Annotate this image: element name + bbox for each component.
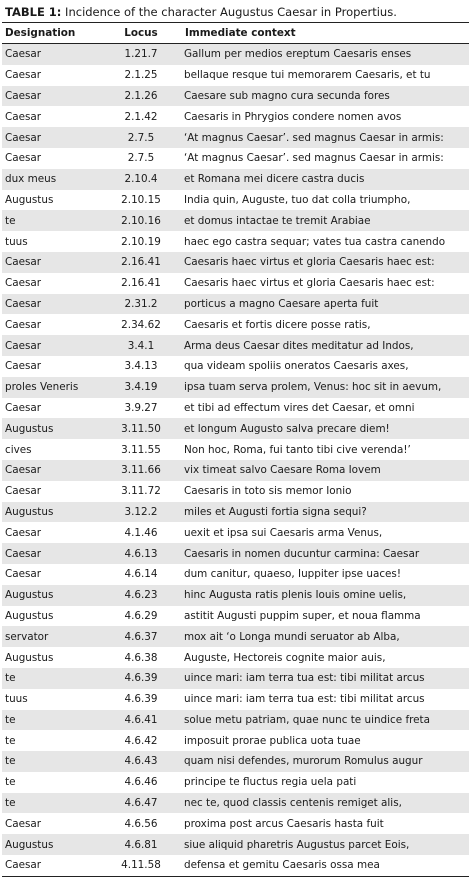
cell-locus: 3.11.72 [100, 481, 182, 502]
table-row [2, 418, 469, 439]
cell-context: ‘At magnus Caesar’. sed magnus Caesar in armis: [182, 127, 469, 148]
cell-designation: Caesar [2, 522, 100, 543]
header-locus: Locus [100, 23, 182, 44]
table-row [2, 793, 469, 814]
cell-designation: te [2, 772, 100, 793]
table-row [2, 502, 469, 523]
cell-designation: Caesar [2, 855, 100, 876]
cell-locus: 4.6.14 [100, 564, 182, 585]
cell-designation: Caesar [2, 314, 100, 335]
cell-designation: Caesar [2, 813, 100, 834]
cell-designation: Caesar [2, 335, 100, 356]
table-row [2, 543, 469, 564]
table-row [2, 294, 469, 315]
cell-designation: Caesar [2, 543, 100, 564]
cell-context: Caesaris haec virtus et gloria Caesaris haec est: [182, 252, 469, 273]
table-caption [2, 2, 469, 22]
table-row [2, 834, 469, 855]
cell-locus: 4.6.39 [100, 689, 182, 710]
header-context: Immediate context [182, 23, 469, 44]
table-row [2, 44, 469, 65]
table-row [2, 252, 469, 273]
cell-context: astitit Augusti puppim super, et noua flamma [182, 606, 469, 627]
cell-context: Non hoc, Roma, fui tanto tibi cive verenda!’ [182, 439, 469, 460]
cell-context: haec ego castra sequar; vates tua castra canendo [182, 231, 469, 252]
cell-designation: Caesar [2, 65, 100, 86]
cell-locus: 1.21.7 [100, 44, 182, 65]
cell-designation: tuus [2, 689, 100, 710]
cell-context: ipsa tuam serva prolem, Venus: hoc sit in aevum, [182, 377, 469, 398]
cell-locus: 3.4.1 [100, 335, 182, 356]
table-row [2, 65, 469, 86]
caption-text: Incidence of the character Augustus Caesar in Propertius. [61, 5, 397, 19]
incidence-table [2, 23, 469, 876]
cell-locus: 4.6.23 [100, 585, 182, 606]
cell-designation: Augustus [2, 418, 100, 439]
cell-locus: 2.16.41 [100, 252, 182, 273]
cell-locus: 4.6.29 [100, 606, 182, 627]
cell-context: et domus intactae te tremit Arabiae [182, 210, 469, 231]
cell-designation: Caesar [2, 564, 100, 585]
cell-locus: 4.6.37 [100, 626, 182, 647]
cell-designation: Caesar [2, 86, 100, 107]
table-row [2, 481, 469, 502]
table-row [2, 689, 469, 710]
cell-context: bellaque resque tui memorarem Caesaris, et tu [182, 65, 469, 86]
cell-context: imposuit prorae publica uota tuae [182, 730, 469, 751]
cell-designation: Caesar [2, 294, 100, 315]
table-row [2, 377, 469, 398]
cell-context: principe te fluctus regia uela pati [182, 772, 469, 793]
table-row [2, 522, 469, 543]
cell-designation: te [2, 210, 100, 231]
cell-context: Caesaris in Phrygios condere nomen avos [182, 106, 469, 127]
cell-locus: 4.6.41 [100, 710, 182, 731]
table-row [2, 813, 469, 834]
table-row [2, 169, 469, 190]
cell-designation: tuus [2, 231, 100, 252]
table-row [2, 564, 469, 585]
cell-designation: Caesar [2, 398, 100, 419]
table-row [2, 148, 469, 169]
cell-context: vix timeat salvo Caesare Roma Iovem [182, 460, 469, 481]
table-row [2, 626, 469, 647]
cell-context: uexit et ipsa sui Caesaris arma Venus, [182, 522, 469, 543]
cell-context: mox ait ‘o Longa mundi seruator ab Alba, [182, 626, 469, 647]
cell-designation: servator [2, 626, 100, 647]
cell-locus: 2.10.19 [100, 231, 182, 252]
bottom-rule [2, 876, 469, 877]
cell-context: India quin, Auguste, tuo dat colla triumpho, [182, 190, 469, 211]
cell-designation: Caesar [2, 44, 100, 65]
cell-context: et tibi ad effectum vires det Caesar, et omni [182, 398, 469, 419]
cell-context: Arma deus Caesar dites meditatur ad Indos, [182, 335, 469, 356]
cell-context: Auguste, Hectoreis cognite maior auis, [182, 647, 469, 668]
table-row [2, 606, 469, 627]
cell-context: ‘At magnus Caesar’. sed magnus Caesar in armis: [182, 148, 469, 169]
cell-context: Caesaris et fortis dicere posse ratis, [182, 314, 469, 335]
table-row [2, 772, 469, 793]
cell-context: dum canitur, quaeso, Iuppiter ipse uaces! [182, 564, 469, 585]
cell-context: uince mari: iam terra tua est: tibi militat arcus [182, 668, 469, 689]
cell-locus: 3.11.66 [100, 460, 182, 481]
table-row [2, 751, 469, 772]
cell-context: defensa et gemitu Caesaris ossa mea [182, 855, 469, 876]
cell-locus: 4.6.81 [100, 834, 182, 855]
table-row [2, 460, 469, 481]
cell-designation: Caesar [2, 106, 100, 127]
cell-locus: 3.11.50 [100, 418, 182, 439]
cell-designation: Augustus [2, 585, 100, 606]
cell-locus: 2.31.2 [100, 294, 182, 315]
table-row [2, 647, 469, 668]
cell-locus: 2.10.16 [100, 210, 182, 231]
cell-locus: 2.1.26 [100, 86, 182, 107]
cell-designation: Caesar [2, 252, 100, 273]
cell-context: et Romana mei dicere castra ducis [182, 169, 469, 190]
cell-designation: cives [2, 439, 100, 460]
cell-locus: 4.6.42 [100, 730, 182, 751]
cell-context: Caesare sub magno cura secunda fores [182, 86, 469, 107]
cell-context: porticus a magno Caesare aperta fuit [182, 294, 469, 315]
cell-locus: 3.11.55 [100, 439, 182, 460]
cell-locus: 3.4.13 [100, 356, 182, 377]
cell-locus: 4.1.46 [100, 522, 182, 543]
cell-designation: Caesar [2, 127, 100, 148]
cell-designation: te [2, 751, 100, 772]
cell-designation: te [2, 730, 100, 751]
cell-designation: dux meus [2, 169, 100, 190]
cell-context: et longum Augusto salva precare diem! [182, 418, 469, 439]
cell-context: Gallum per medios ereptum Caesaris enses [182, 44, 469, 65]
table-row [2, 585, 469, 606]
header-designation: Designation [2, 23, 100, 44]
cell-designation: Augustus [2, 647, 100, 668]
cell-context: siue aliquid pharetris Augustus parcet Eois, [182, 834, 469, 855]
cell-context: Caesaris in toto sis memor Ionio [182, 481, 469, 502]
caption-label: TABLE 1: [5, 5, 62, 19]
table-row [2, 335, 469, 356]
cell-designation: Augustus [2, 834, 100, 855]
table-row [2, 231, 469, 252]
cell-locus: 2.7.5 [100, 148, 182, 169]
header-row [2, 23, 469, 44]
table-row [2, 439, 469, 460]
table-row [2, 855, 469, 876]
cell-locus: 4.6.43 [100, 751, 182, 772]
cell-locus: 3.12.2 [100, 502, 182, 523]
table-row [2, 210, 469, 231]
cell-locus: 2.16.41 [100, 273, 182, 294]
table-row [2, 127, 469, 148]
table-row [2, 86, 469, 107]
cell-designation: Augustus [2, 502, 100, 523]
cell-locus: 4.6.56 [100, 813, 182, 834]
cell-locus: 4.11.58 [100, 855, 182, 876]
cell-locus: 3.4.19 [100, 377, 182, 398]
cell-locus: 4.6.46 [100, 772, 182, 793]
table-row [2, 668, 469, 689]
table-row [2, 273, 469, 294]
cell-context: uince mari: iam terra tua est: tibi militat arcus [182, 689, 469, 710]
cell-locus: 2.1.25 [100, 65, 182, 86]
table-header [2, 23, 469, 44]
cell-locus: 2.34.62 [100, 314, 182, 335]
cell-designation: te [2, 668, 100, 689]
cell-locus: 3.9.27 [100, 398, 182, 419]
cell-locus: 4.6.39 [100, 668, 182, 689]
cell-locus: 2.7.5 [100, 127, 182, 148]
cell-designation: te [2, 710, 100, 731]
cell-context: solue metu patriam, quae nunc te uindice freta [182, 710, 469, 731]
cell-designation: te [2, 793, 100, 814]
table-body [2, 44, 469, 876]
cell-designation: Caesar [2, 481, 100, 502]
table-row [2, 710, 469, 731]
table-row [2, 314, 469, 335]
cell-context: nec te, quod classis centenis remiget alis, [182, 793, 469, 814]
table-row [2, 356, 469, 377]
cell-designation: Caesar [2, 148, 100, 169]
cell-context: miles et Augusti fortia signa sequi? [182, 502, 469, 523]
cell-locus: 2.10.15 [100, 190, 182, 211]
cell-context: Caesaris in nomen ducuntur carmina: Caesar [182, 543, 469, 564]
cell-designation: Caesar [2, 273, 100, 294]
cell-designation: Augustus [2, 190, 100, 211]
cell-context: qua videam spoliis oneratos Caesaris axes, [182, 356, 469, 377]
table-row [2, 730, 469, 751]
cell-context: hinc Augusta ratis plenis Iouis omine uelis, [182, 585, 469, 606]
cell-designation: proles Veneris [2, 377, 100, 398]
cell-context: proxima post arcus Caesaris hasta fuit [182, 813, 469, 834]
cell-locus: 4.6.47 [100, 793, 182, 814]
cell-locus: 4.6.38 [100, 647, 182, 668]
cell-locus: 2.1.42 [100, 106, 182, 127]
table-row [2, 106, 469, 127]
cell-designation: Caesar [2, 460, 100, 481]
cell-locus: 2.10.4 [100, 169, 182, 190]
cell-context: Caesaris haec virtus et gloria Caesaris haec est: [182, 273, 469, 294]
cell-designation: Caesar [2, 356, 100, 377]
cell-locus: 4.6.13 [100, 543, 182, 564]
table-row [2, 190, 469, 211]
cell-context: quam nisi defendes, murorum Romulus augur [182, 751, 469, 772]
table-row [2, 398, 469, 419]
cell-designation: Augustus [2, 606, 100, 627]
